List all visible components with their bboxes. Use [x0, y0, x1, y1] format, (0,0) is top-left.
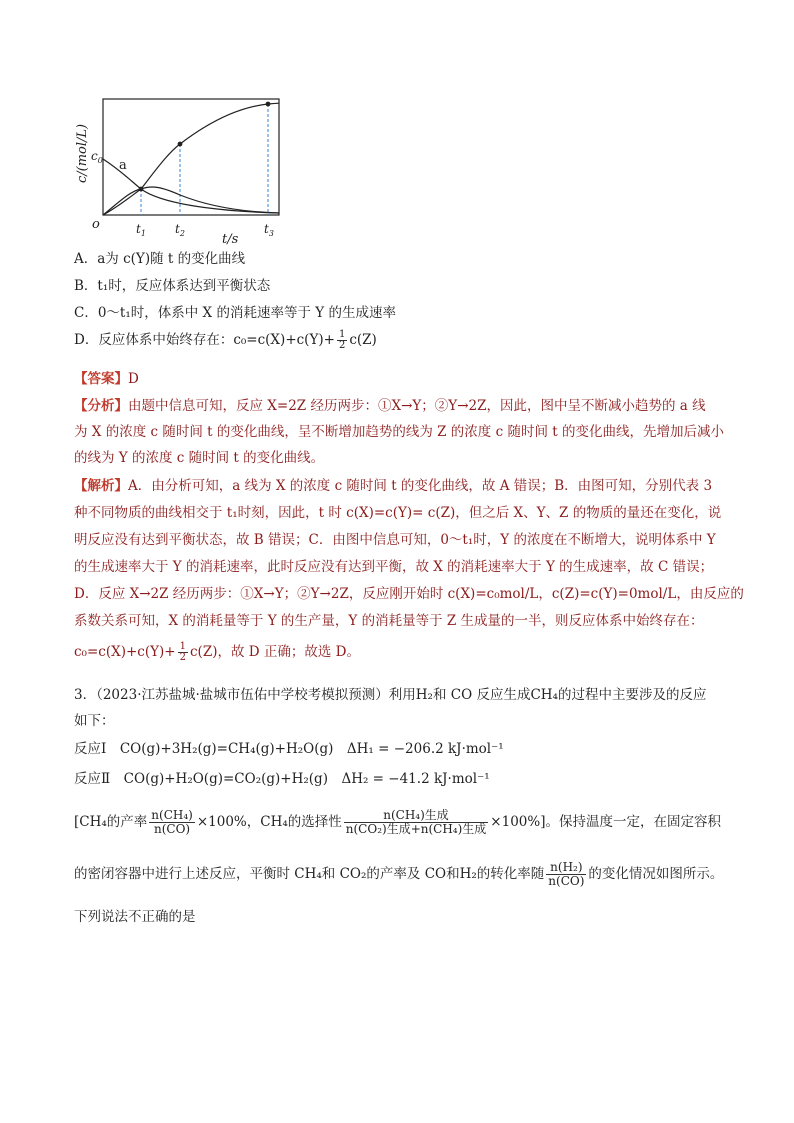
option-a: A．a为 c(Y)随 t 的变化曲线 [74, 251, 246, 267]
analysis-line-3: 的线为 Y 的浓度 c 随时间 t 的变化曲线。 [74, 450, 325, 466]
c0-label: $c_0$ [91, 149, 103, 165]
option-b: B．t₁时，反应体系达到平衡状态 [74, 278, 271, 294]
point-t3 [266, 102, 271, 107]
explanation-tag: 【解析】 [74, 478, 128, 494]
explanation-line-5: D．反应 X→2Z 经历两步：①X→Y；②Y→2Z，反应刚开始时 c(X)=c₀mol/L，c(Z)=c(Y)=0mol/L，由反应的 [74, 586, 744, 602]
concentration-time-graph [70, 85, 300, 245]
curve-z [103, 103, 279, 215]
explanation-line-2: 种不同物质的曲线相交于 t₁时刻，因此，t 时 c(X)=c(Y)= c(Z)，但之后 X、Y、Z 的物质的量还在变化，说 [74, 505, 722, 521]
explanation-line-6: 系数关系可知，X 的消耗量等于 Y 的生产量，Y 的消耗量等于 Z 生成量的一半，则反应体系中始终存在： [74, 613, 704, 629]
y-axis-label: c/(mol/L) [75, 123, 90, 183]
answer-line [74, 370, 139, 388]
option-d [74, 330, 377, 351]
reaction-1: 反应Ⅰ CO(g)+3H₂(g)=CH₄(g)+H₂O(g) ΔH₁ = −206.2 kJ·mol⁻¹ [74, 741, 504, 757]
curve-a-label: a [119, 158, 127, 173]
explanation-line-7: c₀=c(X)+c(Y)+ $\frac{1}{2}$ c(Z)，故 D 正确；故选 D。 [74, 641, 360, 663]
q3-line-1: 3．（2023·江苏盐城·盐城市伍佑中学校考模拟预测）利用H₂和 CO 反应生成CH₄的过程中主要涉及的反应 [74, 687, 707, 703]
q3-line-2: 如下： [74, 713, 115, 729]
answer-value: D [128, 371, 139, 387]
explanation-line-4: 的生成速率大于 Y 的消耗速率，此时反应没有达到平衡，故 X 的消耗速率大于 Y 的生成速率，故 C 错误； [74, 559, 714, 575]
condition-line: 的密闭容器中进行上述反应，平衡时 CH₄和 CO₂的产率及 CO和H₂的转化率随 $\frac{\text{n(H₂)}}{n(CO)}$ 的变化情况如图所示。 [74, 860, 724, 888]
t2-label: $t_2$ [175, 222, 185, 238]
selectivity-fraction: $\frac{\text{n(CH₄)生成}}{\text{n(CO₂)生成+n(CH₄)生成}}$ [345, 808, 487, 836]
point-t1 [139, 187, 144, 192]
yield-fraction: $\frac{\text{n(CH₄)}}{n(CO)}$ [151, 808, 193, 836]
option-d-text: D．反应体系中始终存在：c₀=c(X)+c(Y)+ [74, 332, 335, 348]
option-d-fraction: $\frac{1}{2}$ [338, 329, 346, 351]
t1-label: $t_1$ [136, 222, 146, 238]
analysis-line-2: 为 X 的浓度 c 随时间 t 的变化曲线，呈不断增加趋势的线为 Z 的浓度 c 随时间 t 的变化曲线，先增加后减小 [74, 424, 724, 440]
analysis-line-1: 【分析】由题中信息可知，反应 X=2Z 经历两步：①X→Y；②Y→2Z，因此，图中呈不断减小趋势的 a 线 [74, 398, 706, 414]
answer-tag: 【答案】 [74, 371, 128, 387]
ratio-fraction: $\frac{\text{n(H₂)}}{n(CO)}$ [548, 860, 585, 888]
option-c: C．0～t₁时，体系中 X 的消耗速率等于 Y 的生成速率 [74, 305, 396, 321]
question-prompt: 下列说法不正确的是 [74, 909, 196, 925]
explanation-line-3: 明反应没有达到平衡状态，故 B 错误；C．由图中信息可知，0～t₁时，Y 的浓度在不断增大，说明体系中 Y [74, 532, 716, 548]
t3-label: $t_3$ [264, 222, 274, 238]
x-axis-label: t/s [222, 232, 239, 245]
origin-label: o [92, 217, 100, 232]
curve-x [103, 159, 279, 213]
curve-y [103, 187, 279, 215]
yield-selectivity-line: [CH₄的产率 $\frac{\text{n(CH₄)}}{n(CO)}$ ×100%，CH₄的选择性 $\frac{\text{n(CH₄)生成}}{\text{n(CO₂)生成+n(CH₄)生成}}$ ×100%]。保持温度一定，在固定容积 [74, 808, 721, 836]
reaction-2: 反应Ⅱ CO(g)+H₂O(g)=CO₂(g)+H₂(g) ΔH₂ = −41.2 kJ·mol⁻¹ [74, 771, 490, 787]
point-t2 [178, 142, 183, 147]
explanation-line-1: 【解析】A．由分析可知，a 线为 X 的浓度 c 随时间 t 的变化曲线，故 A 错误；B．由图可知，分别代表 3 [74, 478, 713, 494]
analysis-tag: 【分析】 [74, 398, 128, 414]
explanation-fraction: $\frac{1}{2}$ [179, 641, 186, 663]
option-d-tail: c(Z) [349, 332, 377, 348]
